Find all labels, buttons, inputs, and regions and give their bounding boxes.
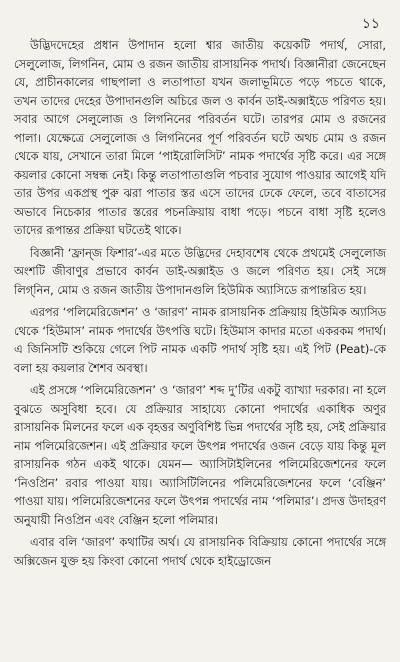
paragraph-5: এবার বলি ‘জারণ’ কথাটির অর্থ। যে রাসায়নিক বিক্রিয়ায় কোনো পদার্থের সঙ্গে অক্সিজেন যুক্ত হয় কিংবা কোনো পদার্থ থেকে হাইড্রোজেন [14, 535, 386, 568]
page-number: ১১ [361, 16, 380, 32]
paragraph-3: এরপর ‘পলিমেরিজেশন’ ও ‘জারণ’ নামক রাসায়নিক প্রক্রিয়ায় হিউমিক অ্যাসিড থেকে ‘হিউমাস’ নামক পদার্থের উৎপত্তি ঘটে। হিউমাস কাদার মতো একরকম পদার্থ। এ জিনিসটি শুকিয়ে গেলে পিট নামক একটি পদার্থ সৃষ্টি হয়। এই পিট (Peat)-কে বলা হয় কয়লার শৈশব অবস্থা। [14, 305, 386, 375]
page-body [14, 36, 386, 570]
paragraph-1: উদ্ভিদদেহের প্রধান উপাদান হলো শ্বার জাতীয় কয়েকটি পদার্থ, সোরা, সেলুলোজ, লিগনিন, মোম ও রজন জাতীয় রাসায়নিক পদার্থ। বিজ্ঞানীরা জেনেছেন যে, প্রাচীনকালের গাছপালা ও লতাপাতা যখন জলাভূমিতে পড়ে পচতে থাকে, তখন তাদের দেহের উপাদানগুলি অচিরে জল ও কার্বন ডাই-অক্সাইডে পরিণত হয়। সবার আগে সেলুলোজ ও লিগনিনের পরিবর্তন ঘটে। তারপর মোম ও রজনের পালা। যেক্ষেত্রে সেলুলোজ ও লিগনিনের পূর্ণ পরিবর্তন ঘটে অথচ মোম ও রজন থেকে যায়, সেখানে তারা মিলে ‘পাইরোলিসিট’ নামক পদার্থের সৃষ্টি করে। এর সঙ্গে কয়লার কোনো সম্বন্ধ নেই। কিন্তু লতাপাতাগুলি পচবার সুযোগ পাওয়ার আগেই যদি তার উপর একপ্রস্থ পুরু ঝরা পাতার স্তর এসে তাদের ঢেকে ফেলে, তবে বাতাসের অভাবে নিচেকার পাতার স্তরের পচনক্রিয়ায় বাধা পড়ে। পচনে বাধা সৃষ্টি হলেও তাদের রূপান্তর প্রক্রিয়া ঘটতেই থাকে। [14, 38, 386, 237]
paragraph-4: এই প্রসঙ্গে ‘পলিমেরিজেশন’ ও ‘জারণ’ শব্দ দু’টির একটু ব্যাখ্যা দরকার। না হলে বুঝতে অসুবিধা হবে। যে প্রক্রিয়ার সাহায্যে কোনো পদার্থের একাধিক অণুর রাসায়নিক মিলনের ফলে এক বৃহত্তর অণুবিশিষ্ট ভিন্ন পদার্থের সৃষ্টি হয়, সেই প্রক্রিয়ার নাম পলিমেরিজেশন। এই প্রক্রিয়ার ফলে উৎপন্ন পদার্থের ওজন বেড়ে যায় কিন্তু মূল রাসায়নিক গঠন একই থাকে। যেমন— অ্যাসিটাইলিনের পলিমেরিজেশনের ফলে ‘নিওপ্রিন’ রবার পাওয়া যায়। অ্যাসিটিলিনের পলিমেরিজেশনের ফলে ‘বেঞ্জিন’ পাওয়া যায়। পলিমেরিজেশনের ফলে উৎপন্ন পদার্থের নাম ‘পলিমার’। প্রদত্ত উদাহরণ অনুযায়ী নিওপ্রিন এবং বেঞ্জিন হলো পলিমার। [14, 383, 386, 527]
paragraph-2: বিজ্ঞানী ‘ফ্রান্‌জ ফিশার’-এর মতে উদ্ভিদের দেহাবশেষ থেকে প্রথমেই সেলুলোজ অংশটি জীবাণুর প্রভাবে কার্বন ডাই-অক্সাইড ও জলে পরিণত হয়। সেই সঙ্গে লিগ্‌নিন, মোম ও রজন জাতীয় উপাদানগুলি হিউমিক অ্যাসিডে রূপান্তরিত হয়। [14, 245, 386, 297]
